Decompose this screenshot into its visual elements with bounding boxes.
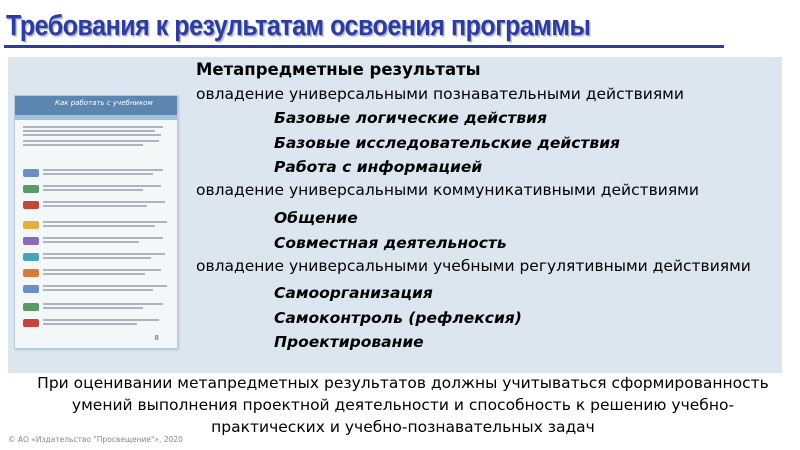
group-label-regulatory: овладение универсальными учебными регулятивными действиями [196, 257, 751, 275]
textbook-text-block [23, 126, 169, 136]
list-item: Работа с информацией [274, 158, 483, 176]
group-label-cognitive: овладение универсальными познавательными действиями [196, 85, 684, 103]
group-label-communicative: овладение универсальными коммуникативными действиями [196, 181, 699, 199]
assessment-note [14, 372, 792, 438]
textbook-text-block [23, 140, 169, 150]
note-line: практических и учебно-познавательных задач [211, 418, 595, 436]
textbook-rubric-row [23, 252, 169, 262]
list-item: Базовые исследовательские действия [274, 134, 621, 152]
textbook-rubric-row [23, 184, 169, 194]
textbook-rubric-row [23, 200, 169, 210]
textbook-page-image [14, 95, 178, 349]
textbook-page-band [15, 115, 177, 120]
title-underline [4, 45, 724, 48]
textbook-page-number: 8 [154, 334, 159, 342]
textbook-page-header [15, 96, 177, 115]
list-item: Совместная деятельность [274, 234, 507, 252]
list-item: Общение [274, 209, 358, 227]
slide-title: Требования к результатам освоения программы [6, 10, 591, 42]
textbook-rubric-row [23, 236, 169, 246]
textbook-rubric-row [23, 284, 169, 294]
note-line: умений выполнения проектной деятельности и способность к решению учебно- [71, 396, 735, 414]
textbook-rubric-row [23, 220, 169, 230]
copyright-notice: © АО «Издательство "Просвещение"», 2020 [8, 435, 183, 444]
note-line: При оценивании метапредметных результатов должны учитываться сформированность [37, 374, 769, 392]
section-heading: Метапредметные результаты [196, 60, 481, 79]
textbook-rubric-row [23, 168, 169, 178]
list-item: Базовые логические действия [274, 109, 547, 127]
textbook-rubric-row [23, 318, 169, 328]
textbook-page-title: Как работать с учебником [55, 99, 153, 107]
textbook-rubric-row [23, 268, 169, 278]
list-item: Самоконтроль (рефлексия) [274, 309, 522, 327]
textbook-rubric-row [23, 302, 169, 312]
list-item: Самоорганизация [274, 284, 433, 302]
list-item: Проектирование [274, 333, 424, 351]
